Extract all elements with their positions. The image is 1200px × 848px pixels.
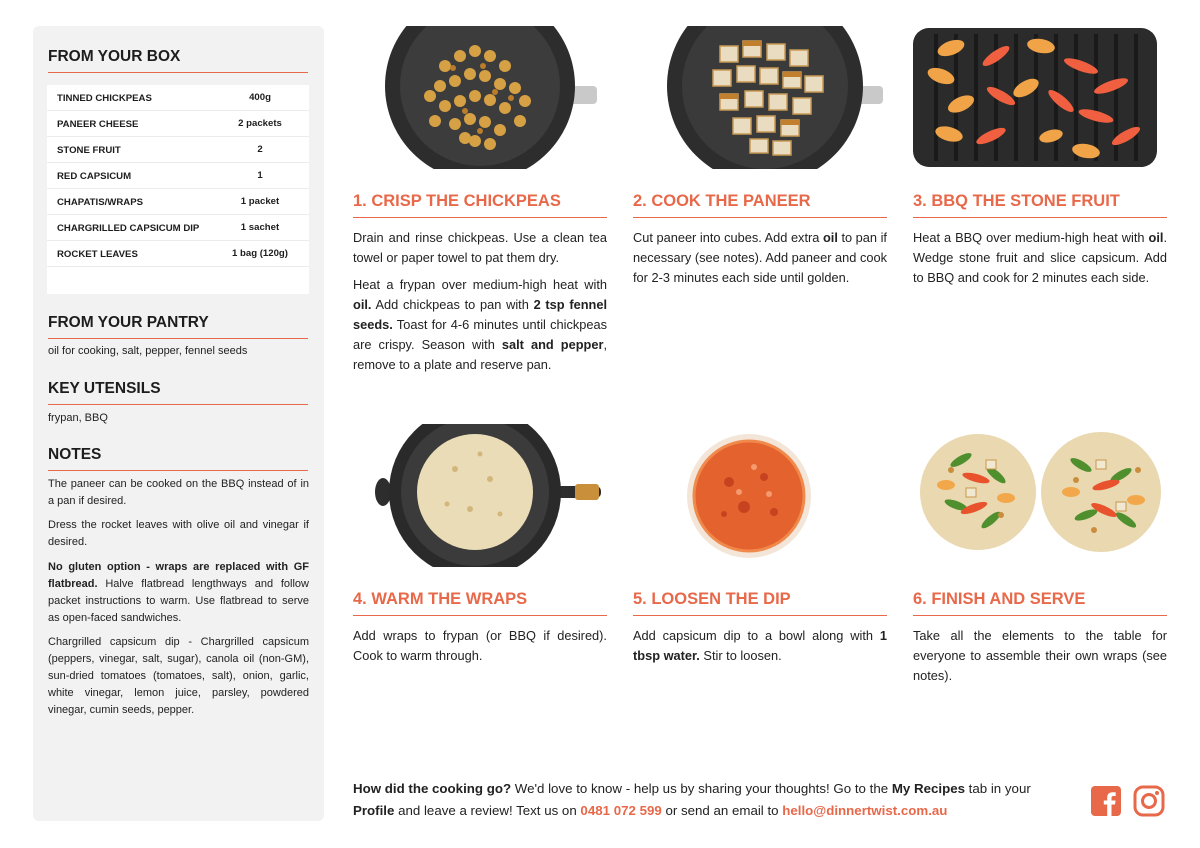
step-3-text-b: oil <box>1148 230 1164 245</box>
step-1-text-a: Heat a frypan over medium-high heat with <box>353 277 607 292</box>
step-1-text-g: , remove to a plate and reserve pan. <box>353 337 607 372</box>
table-row <box>47 111 309 137</box>
notes-title: NOTES <box>48 446 308 471</box>
step-3-text-c: . Wedge stone fruit and slice capsicum. Add to BBQ and cook for 2 minutes each side. <box>913 230 1167 285</box>
step-6-paragraph: Take all the elements to the table for everyone to assemble their own wraps (see notes). <box>913 628 1167 683</box>
ingredient-qty: 1 bag (120g) <box>232 248 288 259</box>
step-2-text-a: Cut paneer into cubes. Add extra <box>633 230 823 245</box>
ingredient-qty: 2 packets <box>238 118 282 129</box>
my-recipes-label: My Recipes <box>891 781 965 796</box>
step-1-text-c: Add chickpeas to pan with <box>371 297 534 312</box>
step-5-text <box>633 626 887 673</box>
ingredient-qty: 400g <box>249 92 271 103</box>
ingredients-table <box>47 85 309 294</box>
utensils-title: KEY UTENSILS <box>48 380 308 405</box>
ingredient-name: PANEER CHEESE <box>57 119 139 130</box>
ingredient-name: STONE FRUIT <box>57 145 121 156</box>
skillet-wrap-image <box>375 424 607 567</box>
footer-text-4: or send an email to <box>661 803 783 818</box>
table-row <box>47 215 309 241</box>
table-row <box>47 163 309 189</box>
step-3-title: 3. BBQ THE STONE FRUIT <box>913 192 1167 218</box>
table-row <box>47 85 309 111</box>
step-2-text-c: to pan if necessary (see notes). Add paneer and cook for 2-3 minutes each side until golden. <box>633 230 887 285</box>
email-link[interactable]: hello@dinnertwist.com.au <box>782 803 948 818</box>
note-gluten-bold: No gluten option - wraps are replaced with GF flatbread. <box>48 561 309 590</box>
table-row <box>47 241 309 267</box>
ingredient-qty: 1 sachet <box>240 222 280 233</box>
instagram-icon[interactable] <box>1133 785 1165 817</box>
pantry-title: FROM YOUR PANTRY <box>48 314 308 339</box>
step-5-title: 5. LOOSEN THE DIP <box>633 590 887 616</box>
step-1-text <box>353 228 607 382</box>
sidebar <box>33 26 324 821</box>
profile-label: Profile <box>353 803 395 818</box>
step-4-text <box>353 626 607 673</box>
step-4-paragraph: Add wraps to frypan (or BBQ if desired). Cook to warm through. <box>353 628 607 663</box>
step-5-text-a: Add capsicum dip to a bowl along with <box>633 628 880 643</box>
ingredient-name: CHAPATIS/WRAPS <box>57 197 143 208</box>
from-box-title: FROM YOUR BOX <box>48 48 308 73</box>
frypan-paneer-image <box>665 26 887 169</box>
step-5-paragraph <box>633 626 887 666</box>
step-1-paragraph-1: Drain and rinse chickpeas. Use a clean tea towel or paper towel to pat them dry. <box>353 230 607 265</box>
step-1-title: 1. CRISP THE CHICKPEAS <box>353 192 607 218</box>
table-row <box>47 189 309 215</box>
footer-text-2: tab in your <box>964 781 1031 796</box>
step-3-text-a: Heat a BBQ over medium-high heat with <box>913 230 1149 245</box>
step-3-paragraph <box>913 228 1167 288</box>
step-1-text-e: Toast for 4-6 minutes until chickpeas are crispy. Season with <box>353 317 607 352</box>
step-5-text-b: 1 tbsp water. <box>633 628 887 663</box>
note-gluten <box>48 559 309 627</box>
dip-bowl-image <box>684 432 814 560</box>
note-gluten-rest: Halve flatbread lengthways and follow packet instructions to warm. Use flatbread to serve as open-faced sandwiches. <box>48 578 309 624</box>
step-3-text <box>913 228 1167 295</box>
ingredient-qty: 1 packet <box>240 196 280 207</box>
footer-question: How did the cooking go? <box>353 781 512 796</box>
pantry-text: oil for cooking, salt, pepper, fennel seeds <box>48 345 248 357</box>
note-rocket: Dress the rocket leaves with olive oil and vinegar if desired. <box>48 519 309 548</box>
ingredient-qty: 2 <box>257 144 263 155</box>
ingredient-name: TINNED CHICKPEAS <box>57 93 152 104</box>
ingredient-name: ROCKET LEAVES <box>57 249 138 260</box>
step-1-text-b: oil. <box>353 297 372 312</box>
ingredient-name: RED CAPSICUM <box>57 171 132 182</box>
step-5-text-c: Stir to loosen. <box>699 648 782 663</box>
utensils-text: frypan, BBQ <box>48 412 108 424</box>
note-dip-ingredients: Chargrilled capsicum dip - Chargrilled capsicum (peppers, vinegar, salt, sugar), canola oil (non-GM), sun-dried tomatoes (tomatoes, salt), onion, garlic, white vinegar, lemon juice, parsley, powdered vinegar, cumin seeds, pepper. <box>48 636 309 716</box>
step-1-paragraph-2 <box>353 275 607 375</box>
step-2-title: 2. COOK THE PANEER <box>633 192 887 218</box>
frypan-chickpeas-image <box>385 26 607 169</box>
step-1-text-d: 2 tsp fennel seeds. <box>353 297 607 332</box>
step-6-title: 6. FINISH AND SERVE <box>913 590 1167 616</box>
step-6-text <box>913 626 1167 693</box>
footer-text-3: and leave a review! Text us on <box>394 803 581 818</box>
bbq-grill-image <box>911 26 1159 169</box>
ingredient-qty: 1 <box>257 170 263 181</box>
footer-text-1: We'd love to know - help us by sharing your thoughts! Go to the <box>511 781 892 796</box>
step-2-text-b: oil <box>822 230 838 245</box>
feedback-footer <box>353 778 1073 822</box>
phone-link[interactable]: 0481 072 599 <box>580 803 662 818</box>
step-2-text <box>633 228 887 295</box>
table-row <box>47 137 309 163</box>
ingredient-name: CHARGRILLED CAPSICUM DIP <box>57 223 200 234</box>
step-2-paragraph <box>633 228 887 288</box>
step-1-text-f: salt and pepper <box>501 337 604 352</box>
finished-wraps-image <box>916 430 1166 555</box>
step-4-title: 4. WARM THE WRAPS <box>353 590 607 616</box>
note-paneer: The paneer can be cooked on the BBQ instead of in a pan if desired. <box>48 478 309 507</box>
facebook-icon[interactable] <box>1090 785 1122 817</box>
